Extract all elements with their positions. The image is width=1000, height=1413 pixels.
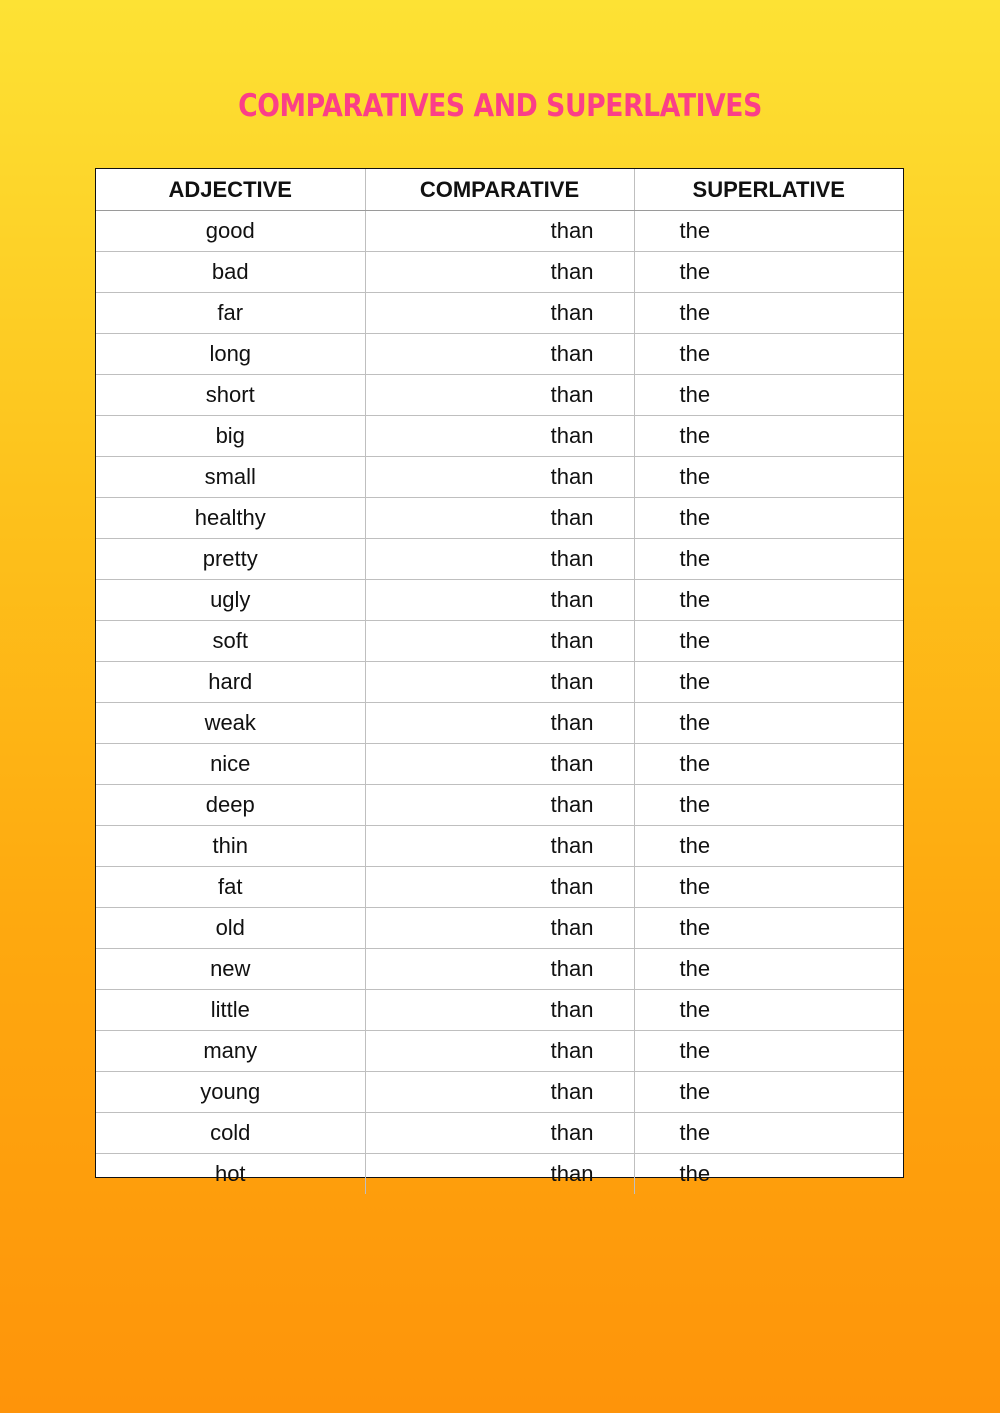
superlative-cell: the [634,416,903,457]
page-title: COMPARATIVES AND SUPERLATIVES [238,88,762,124]
comparatives-table [96,169,903,1194]
superlative-cell: the [634,703,903,744]
comparative-cell: than [365,498,634,539]
superlative-cell: the [634,1031,903,1072]
superlative-cell: the [634,621,903,662]
adjective-cell: pretty [96,539,365,580]
superlative-cell: the [634,1072,903,1113]
table-row [96,375,903,416]
comparative-cell: than [365,539,634,580]
adjective-cell: long [96,334,365,375]
table-row [96,662,903,703]
adjective-cell: far [96,293,365,334]
table-row [96,252,903,293]
superlative-cell: the [634,211,903,252]
superlative-cell: the [634,539,903,580]
table-row [96,580,903,621]
table-row [96,334,903,375]
table-header-row [96,169,903,211]
adjective-cell: weak [96,703,365,744]
superlative-cell: the [634,252,903,293]
superlative-cell: the [634,580,903,621]
superlative-cell: the [634,785,903,826]
table-row [96,621,903,662]
table-row [96,1113,903,1154]
superlative-cell: the [634,457,903,498]
comparative-cell: than [365,621,634,662]
table-row [96,211,903,252]
adjective-cell: soft [96,621,365,662]
superlative-cell: the [634,867,903,908]
table-row [96,990,903,1031]
table-row [96,785,903,826]
comparative-cell: than [365,334,634,375]
comparative-cell: than [365,908,634,949]
superlative-cell: the [634,293,903,334]
table-row [96,867,903,908]
comparative-cell: than [365,293,634,334]
table-row [96,744,903,785]
comparative-cell: than [365,826,634,867]
header-superlative: SUPERLATIVE [634,169,903,211]
table-row [96,949,903,990]
comparative-cell: than [365,744,634,785]
table-row [96,908,903,949]
table-row [96,1031,903,1072]
adjective-cell: nice [96,744,365,785]
adjective-cell: new [96,949,365,990]
comparative-cell: than [365,949,634,990]
comparative-cell: than [365,580,634,621]
adjective-cell: many [96,1031,365,1072]
adjective-cell: hot [96,1154,365,1195]
table-row [96,457,903,498]
table-body [96,211,903,1195]
adjective-cell: short [96,375,365,416]
comparative-cell: than [365,375,634,416]
table-row [96,498,903,539]
comparative-cell: than [365,416,634,457]
comparative-cell: than [365,1154,634,1195]
header-comparative: COMPARATIVE [365,169,634,211]
comparative-cell: than [365,211,634,252]
superlative-cell: the [634,949,903,990]
adjective-cell: hard [96,662,365,703]
worksheet-table-container [95,168,904,1186]
adjective-cell: little [96,990,365,1031]
table-row [96,826,903,867]
comparative-cell: than [365,1113,634,1154]
table-row [96,1154,903,1195]
table-row [96,416,903,457]
comparative-cell: than [365,867,634,908]
adjective-cell: deep [96,785,365,826]
superlative-cell: the [679,1161,711,1186]
comparative-cell: than [365,703,634,744]
superlative-cell: the [634,498,903,539]
superlative-cell: the [634,908,903,949]
table-row [96,1072,903,1113]
adjective-cell: healthy [96,498,365,539]
comparative-cell: than [365,457,634,498]
adjective-cell: thin [96,826,365,867]
adjective-cell: young [96,1072,365,1113]
adjective-cell: big [96,416,365,457]
superlative-cell: the [634,826,903,867]
superlative-cell: the [634,1113,903,1154]
superlative-cell: the [634,375,903,416]
comparative-cell: than [365,785,634,826]
table-row [96,293,903,334]
adjective-cell: fat [96,867,365,908]
superlative-cell: the [634,334,903,375]
adjective-cell: bad [96,252,365,293]
table-row [96,703,903,744]
comparative-cell: than [365,1031,634,1072]
comparative-cell: than [365,1072,634,1113]
superlative-cell: the [634,990,903,1031]
header-adjective: ADJECTIVE [96,169,365,211]
superlative-cell: the [634,744,903,785]
superlative-cell: the [634,662,903,703]
adjective-cell: cold [96,1113,365,1154]
table-row [96,539,903,580]
comparative-cell: than [365,662,634,703]
adjective-cell: good [96,211,365,252]
comparative-cell: than [365,252,634,293]
adjective-cell: ugly [96,580,365,621]
adjective-cell: old [96,908,365,949]
comparative-cell: than [365,990,634,1031]
adjective-cell: small [96,457,365,498]
